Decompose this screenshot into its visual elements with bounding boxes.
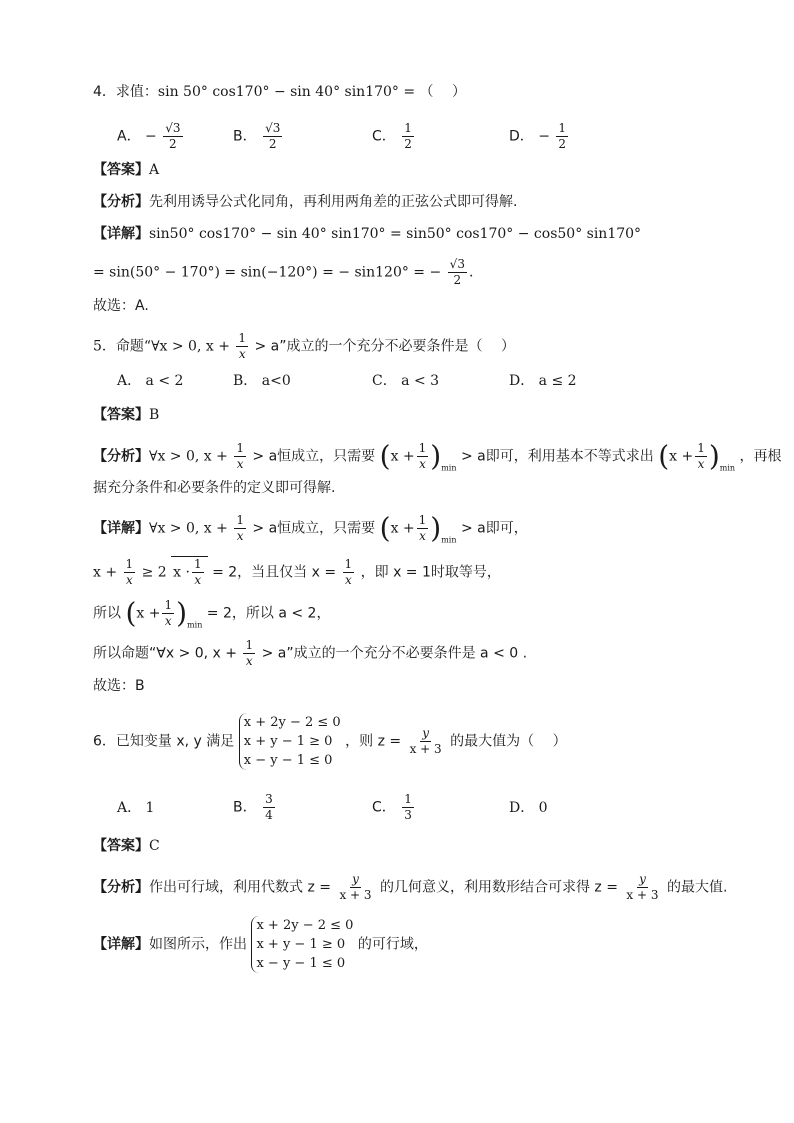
answer-value: A [149, 162, 160, 178]
detail-text: = 2，当且仅当 x = [212, 564, 337, 581]
q4-option-d-label: D． [509, 128, 534, 145]
q4-option-b-fraction [263, 121, 282, 152]
detail-text: x + [93, 564, 118, 581]
detail-text: sin50° cos170° − sin 40° sin170° = sin50° cos170° − cos50° sin170° [149, 226, 642, 242]
z-fraction [408, 726, 444, 757]
q4-detail-line-1 [93, 224, 641, 244]
analysis-text: 的最大值. [666, 879, 728, 896]
answer-tag: 【答案】 [93, 838, 149, 854]
q6-stem-part: 6．已知变量 x, y 满足 [93, 733, 235, 750]
q4-choose: 故选：A. [93, 298, 149, 314]
fraction-denominator: 2 [169, 137, 177, 151]
detail-text: 所以命题“∀x > 0, x + [93, 645, 238, 662]
constraint-system [251, 916, 353, 973]
q4-option-d-sign: − [538, 128, 550, 145]
analysis-text: > a即可，利用基本不等式求出 [460, 448, 654, 465]
constraint-1: x + 2y − 2 ≤ 0 [256, 918, 354, 933]
detail-tag: 【详解】 [93, 520, 149, 537]
detail-text: = sin(50° − 170°) = sin(−120°) = − sin120° = − [93, 264, 442, 281]
detail-text: > a即可， [460, 520, 528, 537]
z-fraction [337, 872, 373, 903]
detail-tag: 【详解】 [93, 226, 149, 242]
fraction-denominator: x [344, 573, 352, 587]
fraction-numerator: y [639, 872, 646, 886]
detail-text: > a”成立的一个充分不必要条件是 a < 0 . [261, 645, 528, 662]
detail-text: 如图所示，作出 [149, 936, 247, 953]
fraction-denominator: x [236, 529, 244, 543]
min-subscript: min [441, 535, 457, 545]
right-paren: ) [430, 439, 442, 473]
q5-choose: 故选：B [93, 678, 145, 694]
analysis-text: > a恒成立，只需要 [252, 448, 376, 465]
q5-option-d: D． a ≤ 2 [509, 373, 577, 389]
fraction-numerator: 1 [164, 598, 173, 612]
q5-option-a: A． a < 2 [117, 373, 184, 389]
q6-option-a: A． 1 [117, 800, 155, 816]
min-subscript: min [441, 463, 457, 473]
fraction-numerator: 1 [344, 557, 353, 571]
analysis-tag: 【分析】 [93, 194, 149, 210]
fraction [124, 557, 136, 588]
fraction-denominator: x [419, 457, 426, 471]
fraction-denominator: x [236, 457, 244, 471]
fraction [417, 441, 429, 472]
expr: x + [669, 448, 694, 465]
q5-answer [93, 405, 159, 425]
q5-option-c: C． a < 3 [372, 373, 440, 389]
fraction-numerator: 3 [265, 792, 273, 806]
fraction-denominator: 2 [404, 137, 412, 151]
q4-detail-fraction [448, 257, 467, 288]
analysis-text: 的几何意义，利用数形结合可求得 z = [379, 879, 618, 896]
analysis-tag: 【分析】 [93, 879, 149, 896]
detail-text: > a恒成立，只需要 [252, 520, 376, 537]
fraction-numerator: y [422, 726, 430, 740]
fraction [192, 557, 204, 588]
q4-detail-line-2 [93, 257, 473, 288]
fraction-numerator: 1 [193, 557, 202, 571]
min-subscript: min [187, 620, 203, 630]
fraction-numerator: 1 [125, 557, 134, 571]
q6-option-b [233, 792, 277, 823]
fraction-denominator: x [125, 573, 133, 587]
answer-value: C [149, 838, 160, 854]
fraction-denominator: 2 [453, 273, 462, 287]
detail-text: ，即 x = 1时取等号， [360, 564, 501, 581]
fraction [417, 513, 429, 544]
constraint-3: x − y − 1 ≤ 0 [256, 956, 346, 971]
q6-option-d: D． 0 [509, 800, 548, 816]
q4-option-a [117, 121, 185, 152]
q5-analysis-line-2: 据充分条件和必要条件的定义即可得解. [93, 480, 336, 496]
q6-detail [93, 916, 428, 973]
fraction [234, 441, 246, 472]
sqrt [171, 556, 207, 588]
q5-stem-fraction [236, 331, 248, 362]
constraint-2: x + y − 1 ≥ 0 [256, 937, 346, 952]
answer-tag: 【答案】 [93, 162, 149, 178]
fraction-denominator: x [245, 654, 253, 668]
q5-detail-line-3 [93, 598, 330, 636]
analysis-text: ∀x > 0, x + [149, 448, 228, 465]
q4-option-c-fraction [402, 121, 414, 152]
fraction [162, 598, 174, 629]
left-paren: ( [379, 511, 391, 545]
constraint-3: x − y − 1 ≤ 0 [243, 753, 333, 768]
expr: x + [390, 520, 415, 537]
q4-option-c-label: C． [372, 128, 396, 145]
detail-text: ≥ 2 [141, 564, 167, 581]
detail-text: = 2，所以 a < 2， [206, 605, 331, 622]
detail-text: 的可行域， [357, 936, 428, 953]
q5-stem-part: 5．命题“∀x > 0, x + [93, 338, 230, 355]
q4-option-a-fraction [163, 121, 182, 152]
q4-option-a-label: A． [117, 128, 141, 145]
fraction-denominator: x [697, 457, 705, 471]
fraction-numerator: 1 [558, 121, 567, 135]
fraction-denominator: 4 [265, 808, 273, 822]
q5-stem [93, 331, 515, 362]
fraction-denominator: x [164, 614, 172, 628]
answer-tag: 【答案】 [93, 407, 149, 423]
q5-option-b: B． a<0 [233, 373, 291, 389]
q4-option-b [233, 121, 284, 152]
q5-detail-line-2 [93, 556, 501, 588]
right-paren: ) [430, 511, 442, 545]
fraction-denominator: x + 3 [339, 888, 372, 902]
right-paren: ) [708, 439, 720, 473]
fraction-numerator: 1 [418, 441, 427, 455]
fraction-numerator: 1 [697, 441, 705, 455]
analysis-tag: 【分析】 [93, 448, 149, 465]
fraction-denominator: 2 [268, 137, 277, 151]
q6-answer [93, 836, 160, 856]
fraction-numerator: 1 [404, 121, 412, 135]
constraint-system [239, 713, 341, 770]
fraction-denominator: x + 3 [409, 742, 442, 756]
q4-option-d-fraction [556, 121, 568, 152]
detail-text: ∀x > 0, x + [149, 520, 228, 537]
fraction-numerator: 1 [236, 441, 244, 455]
fraction-denominator: x [419, 529, 426, 543]
q6-stem-part: ，则 z = [345, 733, 402, 750]
constraint-2: x + y − 1 ≥ 0 [243, 734, 333, 749]
fraction-denominator: 3 [404, 808, 412, 822]
q4-stem [93, 82, 466, 102]
z-fraction [624, 872, 660, 903]
fraction-denominator: 2 [558, 137, 567, 151]
q4-option-d [509, 121, 570, 152]
detail-period: . [468, 264, 474, 281]
q5-detail-line-1 [93, 513, 528, 551]
analysis-text: ，再根 [739, 448, 782, 465]
expr: x + [136, 605, 161, 622]
expr: x + [390, 448, 415, 465]
fraction [695, 441, 707, 472]
fraction-numerator: √3 [449, 257, 465, 271]
fraction-numerator: y [352, 872, 359, 886]
q6-stem [93, 713, 567, 770]
analysis-text: 作出可行域，利用代数式 z = [149, 879, 331, 896]
fraction-numerator: 1 [404, 792, 412, 806]
min-subscript: min [719, 463, 736, 473]
fraction [234, 513, 246, 544]
fraction [243, 638, 255, 669]
fraction-numerator: √3 [165, 121, 181, 135]
detail-text: 所以 [93, 605, 121, 622]
analysis-text: 先利用诱导公式化同角，再利用两角差的正弦公式即可得解. [149, 194, 518, 210]
fraction-numerator: 1 [418, 513, 427, 527]
fraction [343, 557, 355, 588]
left-paren: ( [658, 439, 670, 473]
q6-option-c-label: C． [372, 799, 396, 816]
fraction-numerator: 1 [245, 638, 254, 652]
q5-analysis [93, 441, 782, 479]
q4-stem-expr: sin 50° cos170° − sin 40° sin170° = （ ） [157, 84, 466, 100]
fraction-numerator: 1 [238, 331, 247, 345]
q6-option-c [372, 792, 416, 823]
fraction-numerator: 1 [236, 513, 244, 527]
q6-analysis [93, 872, 727, 903]
answer-value: B [149, 407, 160, 423]
q6-option-b-fraction [263, 792, 275, 823]
q5-detail-line-4 [93, 638, 527, 669]
q4-option-a-sign: − [145, 128, 157, 145]
sqrt-expr: x · [173, 564, 190, 581]
fraction-denominator: x [194, 573, 202, 587]
q6-stem-part: 的最大值为（ ） [450, 733, 567, 750]
left-paren: ( [379, 439, 391, 473]
constraint-1: x + 2y − 2 ≤ 0 [243, 715, 341, 730]
q5-stem-part: > a”成立的一个充分不必要条件是（ ） [254, 338, 515, 355]
fraction-denominator: x [238, 347, 246, 361]
q4-answer [93, 160, 159, 180]
q6-option-c-fraction [402, 792, 414, 823]
q4-stem-prefix: 4．求值： [93, 84, 158, 100]
detail-tag: 【详解】 [93, 936, 149, 953]
right-paren: ) [176, 596, 188, 630]
left-paren: ( [125, 596, 137, 630]
q4-analysis [93, 192, 517, 212]
fraction-numerator: √3 [265, 121, 281, 135]
q4-option-b-label: B． [233, 128, 257, 145]
fraction-denominator: x + 3 [626, 888, 659, 902]
q4-option-c [372, 121, 416, 152]
q6-option-b-label: B． [233, 799, 257, 816]
